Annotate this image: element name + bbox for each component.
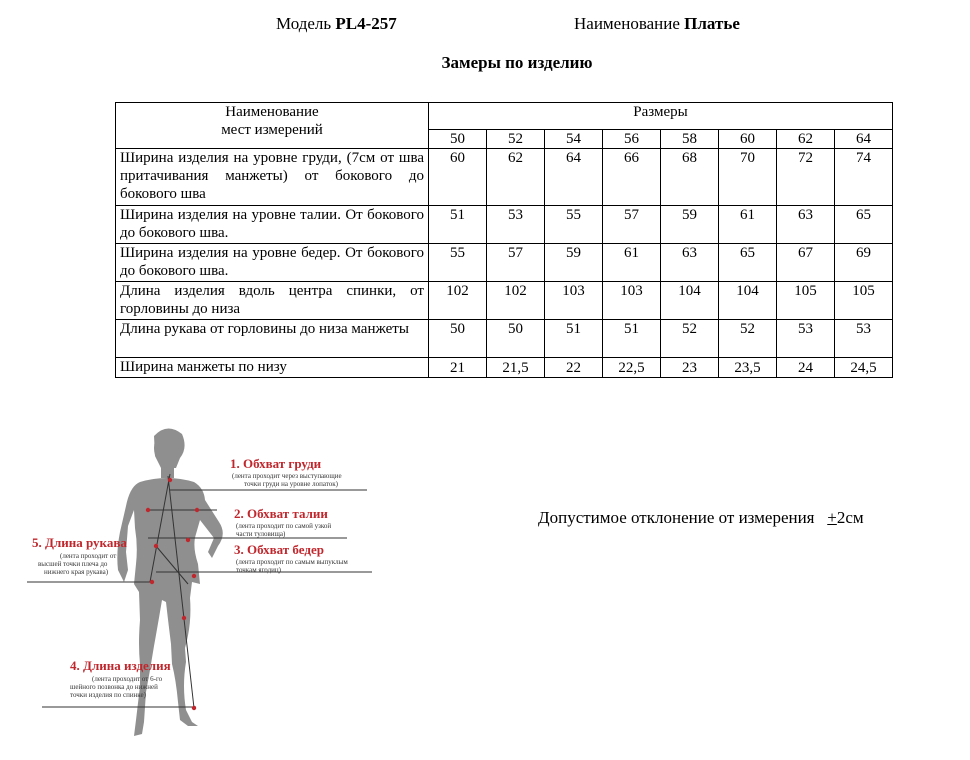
- value-cell: 65: [719, 244, 777, 282]
- value-cell: 55: [429, 244, 487, 282]
- value-cell: 55: [545, 206, 603, 244]
- product-name-header: [574, 14, 740, 34]
- value-cell: 50: [487, 320, 545, 358]
- chest-note-2: точки груди на уровне лопаток): [244, 480, 338, 488]
- hips-title: 3. Обхват бедер: [234, 542, 324, 557]
- point-dot: [154, 544, 158, 548]
- chest-title: 1. Обхват груди: [230, 456, 322, 471]
- length-note-1: (лента проходит от 6-го: [92, 675, 163, 683]
- annotation-garment-length: [70, 658, 171, 699]
- annotation-waist: [234, 506, 331, 538]
- tolerance-value: 2см: [836, 508, 864, 527]
- product-name-value: Платье: [684, 14, 740, 33]
- value-cell: 67: [777, 244, 835, 282]
- value-cell: 22,5: [603, 358, 661, 378]
- hips-note-2: точкам ягодиц): [236, 566, 281, 574]
- row-label: Ширина изделия на уровне груди, (7см от шва притачивания манжеты) от бокового до бокового шва: [116, 149, 429, 206]
- value-cell: 65: [835, 206, 893, 244]
- size-cell: 54: [545, 130, 603, 149]
- size-cell: 60: [719, 130, 777, 149]
- point-dot: [150, 580, 154, 584]
- value-cell: 50: [429, 320, 487, 358]
- header-sizes: Размеры: [429, 103, 893, 130]
- size-cell: 52: [487, 130, 545, 149]
- size-cell: 56: [603, 130, 661, 149]
- header-left-line2: мест измерений: [221, 122, 323, 138]
- table-row: [116, 282, 893, 320]
- value-cell: 51: [429, 206, 487, 244]
- value-cell: 23: [661, 358, 719, 378]
- value-cell: 57: [487, 244, 545, 282]
- value-cell: 68: [661, 149, 719, 206]
- value-cell: 64: [545, 149, 603, 206]
- value-cell: 61: [603, 244, 661, 282]
- size-cell: 50: [429, 130, 487, 149]
- size-cell: 64: [835, 130, 893, 149]
- annotation-sleeve-length: [32, 535, 127, 576]
- chest-note-1: (лента проходит через выступающие: [232, 472, 342, 480]
- tolerance-text: Допустимое отклонение от измерения: [538, 508, 815, 527]
- value-cell: 63: [777, 206, 835, 244]
- value-cell: 70: [719, 149, 777, 206]
- value-cell: 24: [777, 358, 835, 378]
- table-header-row: [116, 103, 893, 130]
- value-cell: 63: [661, 244, 719, 282]
- point-dot: [186, 538, 190, 542]
- row-label: Ширина манжеты по низу: [116, 358, 429, 378]
- annotation-chest: [230, 456, 342, 488]
- annotation-hips: [234, 542, 348, 574]
- header-left-line1: Наименование: [225, 104, 319, 120]
- page-title: Замеры по изделию: [441, 53, 593, 72]
- point-dot: [195, 508, 199, 512]
- length-title: 4. Длина изделия: [70, 658, 171, 673]
- value-cell: 51: [603, 320, 661, 358]
- waist-title: 2. Обхват талии: [234, 506, 328, 521]
- value-cell: 102: [487, 282, 545, 320]
- value-cell: 53: [487, 206, 545, 244]
- header-measurement-places: [116, 103, 429, 149]
- value-cell: 59: [545, 244, 603, 282]
- body-measurement-figure: [22, 424, 382, 756]
- tolerance-plus: +: [827, 508, 837, 527]
- row-label: Ширина изделия на уровне талии. От бокового до бокового шва.: [116, 206, 429, 244]
- waist-note-1: (лента проходит по самой узкой: [236, 522, 332, 530]
- tolerance-note: [538, 508, 864, 528]
- value-cell: 53: [835, 320, 893, 358]
- table-row: [116, 358, 893, 378]
- point-dot: [182, 616, 186, 620]
- value-cell: 21,5: [487, 358, 545, 378]
- sleeve-title: 5. Длина рукава: [32, 535, 127, 550]
- row-label: Ширина изделия на уровне бедер. От бокового до бокового шва.: [116, 244, 429, 282]
- point-dot: [192, 574, 196, 578]
- table-row: [116, 206, 893, 244]
- table-row: [116, 149, 893, 206]
- value-cell: 22: [545, 358, 603, 378]
- value-cell: 102: [429, 282, 487, 320]
- point-dot: [168, 478, 172, 482]
- value-cell: 103: [603, 282, 661, 320]
- value-cell: 62: [487, 149, 545, 206]
- value-cell: 105: [777, 282, 835, 320]
- value-cell: 103: [545, 282, 603, 320]
- value-cell: 24,5: [835, 358, 893, 378]
- value-cell: 52: [719, 320, 777, 358]
- value-cell: 53: [777, 320, 835, 358]
- model-label: Модель: [276, 14, 332, 33]
- model-value: PL4-257: [335, 14, 397, 33]
- value-cell: 51: [545, 320, 603, 358]
- size-cell: 58: [661, 130, 719, 149]
- row-label: Длина изделия вдоль центра спинки, от горловины до низа: [116, 282, 429, 320]
- value-cell: 21: [429, 358, 487, 378]
- sleeve-note-3: нижнего края рукава): [44, 568, 109, 576]
- value-cell: 57: [603, 206, 661, 244]
- value-cell: 23,5: [719, 358, 777, 378]
- measurements-table: [115, 102, 893, 378]
- waist-note-2: части туловища): [236, 530, 286, 538]
- value-cell: 104: [661, 282, 719, 320]
- row-label: Длина рукава от горловины до низа манжеты: [116, 320, 429, 358]
- point-dot: [192, 706, 196, 710]
- point-dot: [146, 508, 150, 512]
- table-row: [116, 320, 893, 358]
- value-cell: 105: [835, 282, 893, 320]
- model-header: [276, 14, 397, 34]
- value-cell: 59: [661, 206, 719, 244]
- value-cell: 60: [429, 149, 487, 206]
- sleeve-note-2: высшей точки плеча до: [38, 560, 108, 568]
- hips-note-1: (лента проходит по самым выпуклым: [236, 558, 348, 566]
- product-name-label: Наименование: [574, 14, 680, 33]
- value-cell: 69: [835, 244, 893, 282]
- size-cell: 62: [777, 130, 835, 149]
- value-cell: 66: [603, 149, 661, 206]
- length-note-2: шейного позвонка до нижней: [70, 683, 158, 691]
- sleeve-note-1: (лента проходит от: [60, 552, 117, 560]
- value-cell: 52: [661, 320, 719, 358]
- table-row: [116, 244, 893, 282]
- value-cell: 61: [719, 206, 777, 244]
- value-cell: 72: [777, 149, 835, 206]
- value-cell: 104: [719, 282, 777, 320]
- length-note-3: точки изделия по спинке): [70, 691, 146, 699]
- value-cell: 74: [835, 149, 893, 206]
